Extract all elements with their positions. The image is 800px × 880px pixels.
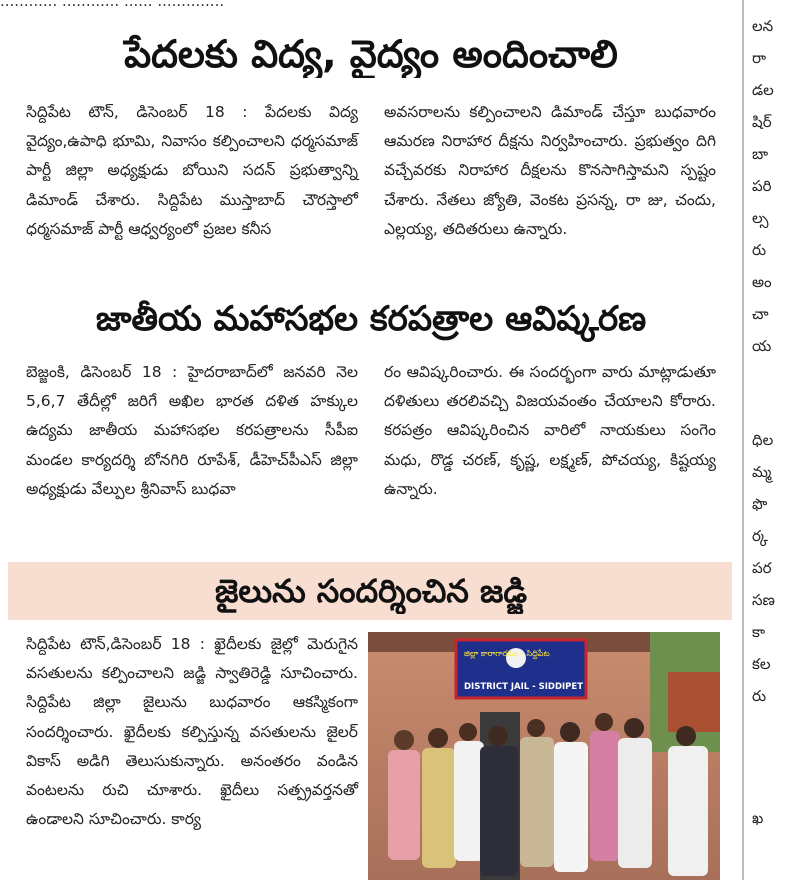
article-2-col-1 [26,358,358,504]
headline-1: పేదలకు విద్య, వైద్యం అందించాలి [124,32,618,76]
side-line: కా [752,623,766,641]
article-3-col-1 [26,630,358,834]
sign-telugu-text: జిల్లా కారాగారము - సిద్దిపేట [464,649,550,658]
article-1-col-2 [384,98,716,244]
sign-english-text: DISTRICT JAIL - SIDDIPET [464,682,583,692]
article-2-text-1: బెజ్జంకి, డిసెంబర్ 18 : హైదరాబాద్‌లో జనవరి నెల 5,6,7 తేదీల్లో జరిగే అఖిల భారత దళిత హక్కుల ఉద్యమ జాతీయ మహాసభల కరపత్రాలను సీపీఐ మండల కార్యదర్శి బోనగిరి రూపేశ్, డీహెచ్‌పీఎస్ జిల్లా అధ్యక్షుడు వేల్పుల శ్రీనివాస్ బుధవా [26,363,358,498]
side-line: ధిల [752,431,774,449]
article-1-col-1 [26,98,358,244]
article-1-text-1: సిద్దిపేట టౌన్, డిసెంబర్ 18 : పేదలకు విద్య వైద్యం,ఉపాధి భూమి, నివాసం కల్పించాలని ధర్మసమాజ్ పార్టీ జిల్లా అధ్యక్షుడు బోయిని సదన్ ప్రభుత్వాన్ని డిమాండ్ చేశారు. సిద్దిపేట ముస్తాబాద్ చౌరస్తాలో ధర్మసమాజ్ పార్టీ ఆధ్వర్యంలో ప్రజల కనీస [26,103,358,238]
column-rule [742,0,744,880]
side-line: ల్స [752,209,769,227]
side-line: పరి [752,177,772,195]
side-line: ఫొ [752,495,768,513]
side-line: సణ [752,591,775,609]
side-line: రు [752,687,767,705]
side-line: కల [752,655,771,673]
article-3-text-1: సిద్దిపేట టౌన్,డిసెంబర్ 18 : ఖైదీలకు జైల్లో మెరుగైన వసతులను కల్పించాలని జడ్జి స్వాతిరెడ్డి సూచించారు. సిద్దిపేట జిల్లా జైలును బుధవారం ఆకస్మికంగా సందర్శించారు. ఖైదీలకు కల్పిస్తున్న వసతులను జైలర్ వికాస్ అడిగి తెలుసుకున్నారు. అనంతరం వండిన వంటలను రుచి చూశారు. ఖైదీలు సత్ప్రవర్తనతో ఉండాలని సూచించారు. కార్య [26,635,358,829]
side-line: ర్క [752,527,768,545]
news-photo [368,632,720,880]
side-line: అం [752,273,772,291]
headline-2: జాతీయ మహాసభల కరపత్రాల ఆవిష్కరణ [95,299,647,339]
article-2-text-2: రం ఆవిష్కరించారు. ఈ సందర్భంగా వారు మాట్లాడుతూ దళితులు తరలివచ్చి విజయవంతం చేయాలని కోరారు. కరపత్రం ఆవిష్కరించిన వారిలో నాయకులు సంగెం మధు, రొడ్డ చరణ్, కృష్ణ, లక్ష్మణ్, పోచయ్య, కిష్టయ్య ఉన్నారు. [384,363,716,498]
side-line: మ్మ [752,463,772,481]
adjacent-column [752,0,800,880]
side-line: లన [752,17,774,35]
side-line: బా [752,145,769,163]
jail-visit-photo [368,632,720,880]
side-line: రా [752,49,767,67]
side-line: పర [752,559,772,577]
side-line: చా [752,305,769,323]
side-line: షిర్ [752,113,772,131]
previous-article-fragment: ............ ............ ...... .............. [0,0,225,10]
side-line: ఖ [752,809,764,827]
side-line: డల [752,81,774,99]
side-line: య [752,337,772,355]
side-line: రు [752,241,767,259]
article-1-text-2: అవసరాలను కల్పించాలని డిమాండ్ చేస్తూ బుధవారం ఆమరణ నిరాహార దీక్షను నిర్వహించారు. ప్రభుత్వం దిగి వచ్చేవరకు నిరాహార దీక్షలను కొనసాగిస్తామని స్పష్టం చేశారు. నేతలు జ్యోతి, వెంకట ప్రసన్న, రా జు, చందు, ఎల్లయ్య, తదితరులు ఉన్నారు. [384,103,716,238]
photo-canopy [668,672,720,732]
article-2-col-2 [384,358,716,504]
headline-3: జైలును సందర్శించిన జడ్జి [214,572,528,610]
